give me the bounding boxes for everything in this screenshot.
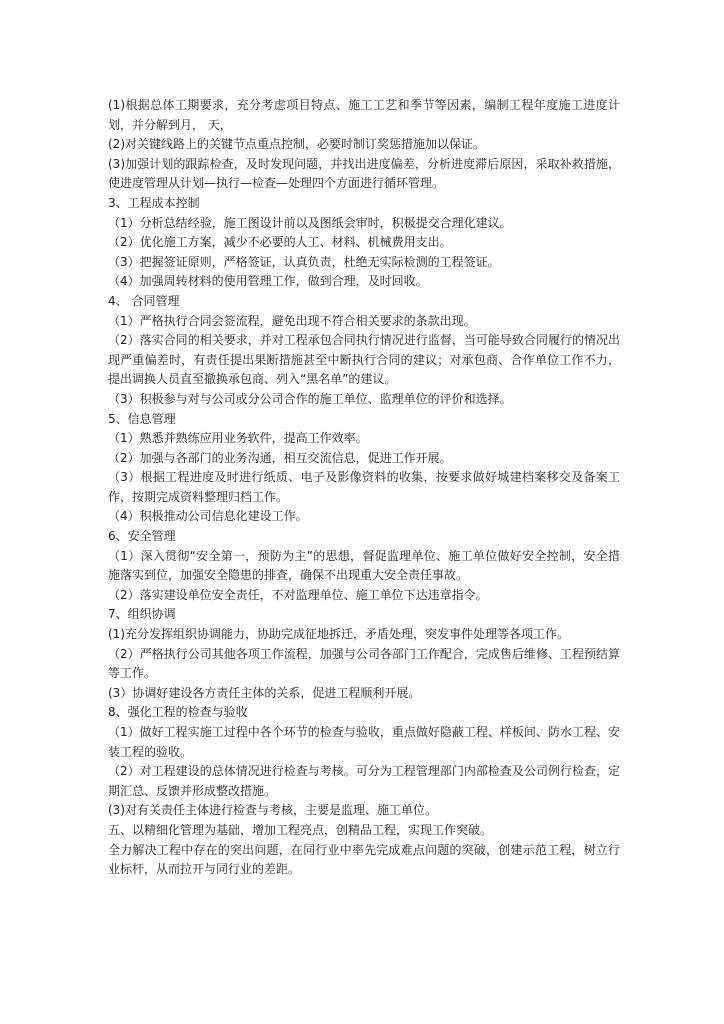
- paragraph: 全力解决工程中存在的突出问题，在同行业中率先完成难点问题的突破，创建示范工程，树立行业标杆，从而拉开与同行业的差距。: [108, 842, 620, 877]
- paragraph: （1）熟悉并熟练应用业务软件，提高工作效率。: [108, 431, 368, 446]
- paragraph: （1）分析总结经验，施工图设计前以及图纸会审时，积极提交合理化建议。: [108, 215, 512, 230]
- paragraph: （1）严格执行合同会签流程，避免出现不符合相关要求的条款出现。: [108, 313, 476, 328]
- paragraph: （2）对工程建设的总体情况进行检查与考核。可分为工程管理部门内部检查及公司例行检查，定期汇总、反馈并形成整改措施。: [108, 764, 620, 798]
- paragraph: （3）积极参与对与公司或分公司合作的施工单位、监理单位的评价和选择。: [108, 391, 512, 406]
- section-heading: 7、组织协调: [108, 607, 176, 622]
- paragraph: (3)对有关责任主体进行检查与考核，主要是监理、施工单位。: [108, 803, 438, 818]
- paragraph: （3）根据工程进度及时进行纸质、电子及影像资料的收集，按要求做好城建档案移交及备案工作，按期完成资料整理归档工作。: [108, 470, 620, 504]
- paragraph: （4）积极推动公司信息化建设工作。: [108, 509, 308, 524]
- document-body: [108, 96, 620, 880]
- paragraph: (3）协调好建设各方责任主体的关系，促进工程顺利开展。: [108, 685, 421, 700]
- section-heading: 6、安全管理: [108, 529, 176, 544]
- paragraph: (3)加强计划的跟踪检查，及时发现问题，并找出进度偏差，分析进度滞后原因，采取补救措施，使进度管理从计划—执行—检查—处理四个方面进行循环管理。: [108, 156, 620, 191]
- paragraph: （4）加强周转材料的使用管理工作，做到合理，及时回收。: [108, 274, 428, 289]
- paragraph: （2）严格执行公司其他各项工作流程，加强与公司各部门工作配合，完成售后维修、工程预结算等工作。: [108, 646, 620, 681]
- section-heading: 五、以精细化管理为基础，增加工程亮点，创精品工程，实现工作突破。: [108, 822, 493, 837]
- paragraph: （3）把握签证原则，严格签证，认真负责，杜绝无实际检测的工程签证。: [108, 254, 500, 269]
- section-heading: 4、 合同管理: [108, 293, 180, 308]
- paragraph: (1)充分发挥组织协调能力，协助完成征地拆迁，矛盾处理，突发事件处理等各项工作。: [108, 627, 570, 642]
- section-heading: 3、工程成本控制: [108, 195, 200, 210]
- paragraph: （2）优化施工方案，减少不必要的人工、材料、机械费用支出。: [108, 235, 452, 250]
- paragraph: (1)根据总体工期要求，充分考虑项目特点、施工工艺和季节等因素，编制工程年度施工进度计划，并分解到月， 天，: [108, 98, 620, 132]
- paragraph: （1）深入贯彻“安全第一，预防为主”的思想，督促监理单位、施工单位做好安全控制，安全措施落实到位，加强安全隐患的排查，确保不出现重大安全责任事故。: [108, 548, 620, 583]
- paragraph: （2）加强与各部门的业务沟通，相互交流信息，促进工作开展。: [108, 450, 452, 465]
- section-heading: 8、强化工程的检查与验收: [108, 705, 248, 720]
- paragraph: （2）落实建设单位安全责任，不对监理单位、施工单位下达违章指令。: [108, 587, 488, 602]
- section-heading: 5、信息管理: [108, 411, 176, 426]
- paragraph: (2)对关键线路上的关键节点重点控制，必要时制订奖惩措施加以保证。: [108, 137, 486, 152]
- paragraph: （2）落实合同的相关要求，并对工程承包合同执行情况进行监督，当可能导致合同履行的情况出现严重偏差时，有责任提出果断措施甚至中断执行合同的建议；对承包商、合作单位工作不力，提出调换人员直至撤换承包商、列入“黑名单”的建议。: [108, 333, 620, 387]
- paragraph: （1）做好工程实施工过程中各个环节的检查与验收，重点做好隐蔽工程、样板间、防水工程、安装工程的验收。: [108, 725, 620, 759]
